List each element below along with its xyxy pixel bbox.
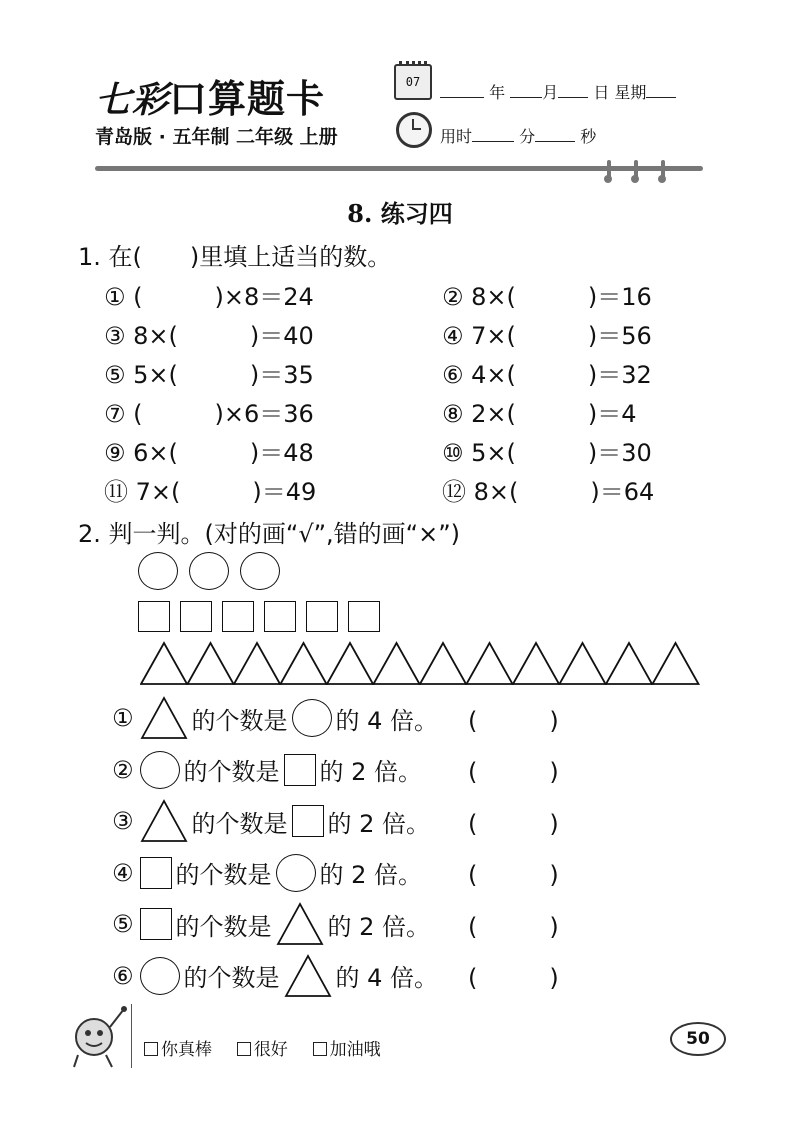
triangle-shape [141, 643, 187, 684]
circle-icon [276, 854, 316, 892]
time-line [440, 124, 596, 147]
answer-blank[interactable]: ( ) [468, 964, 559, 992]
edition-label: 青岛版 · 五年制 二年级 上册 [95, 126, 338, 148]
clock-icon [396, 112, 432, 148]
square-shape [222, 601, 254, 632]
statement-number: ② [112, 755, 134, 784]
statement-text: 的 2 倍。 [319, 758, 423, 786]
statement-text: 的个数是 [191, 706, 288, 735]
statement-text: 的 4 倍。 [335, 964, 439, 992]
brand-name: 口算题卡 [169, 76, 326, 121]
calendar-icon [394, 64, 432, 100]
statement-number: ③ [112, 807, 134, 835]
page-number: 50 [670, 1022, 726, 1056]
checkbox-icon[interactable] [237, 1042, 251, 1056]
date-month-label: 月 [542, 83, 559, 102]
triangle-shape [374, 643, 420, 684]
q1-item: ⑪ 7×( )＝49 [104, 478, 317, 506]
statement-text: 的个数是 [175, 912, 272, 941]
triangle-icon [140, 799, 188, 843]
q1-item: ⑩ 5×( )＝30 [442, 439, 652, 467]
divider-ornament [634, 160, 638, 180]
time-seconds-label: 秒 [580, 127, 597, 146]
question-1-prompt: 1. 在( )里填上适当的数。 [78, 243, 392, 271]
statement-number: ④ [112, 858, 134, 887]
answer-blank[interactable]: ( ) [468, 912, 559, 941]
triangle-shape [234, 643, 280, 684]
answer-blank[interactable]: ( ) [468, 706, 559, 735]
q1-item: ⑥ 4×( )＝32 [442, 361, 652, 389]
judgement-statement [112, 695, 559, 741]
triangle-shape [467, 643, 513, 684]
statement-text: 的个数是 [183, 964, 280, 992]
judgement-statement [112, 798, 559, 844]
date-weekday-label: 星期 [614, 83, 647, 102]
triangle-shape [606, 643, 652, 684]
time-minutes-label: 分 [519, 127, 536, 146]
square-shape [180, 601, 212, 632]
square-icon [284, 754, 316, 786]
q1-item: ⑨ 6×( )＝48 [104, 439, 314, 467]
rating-options [144, 1035, 381, 1060]
date-line [440, 80, 676, 103]
time-label: 用时 [440, 127, 473, 146]
statement-text: 的个数是 [191, 809, 288, 838]
square-icon [292, 805, 324, 837]
circle-icon [140, 957, 180, 995]
statement-text: 的个数是 [175, 861, 272, 889]
page-title: 8. 练习四 [347, 199, 453, 228]
date-day-label: 日 [593, 83, 610, 102]
circle-icon [292, 699, 332, 737]
date-year-label: 年 [489, 83, 506, 102]
triangle-icon [276, 902, 324, 946]
judgement-statement [112, 953, 559, 999]
divider-ornament [661, 160, 665, 180]
square-shape [306, 601, 338, 632]
question-2-prompt: 2. 判一判。(对的画“√”,错的画“×”) [78, 520, 461, 548]
answer-blank[interactable]: ( ) [468, 758, 559, 786]
triangle-shape [327, 643, 373, 684]
answer-blank[interactable]: ( ) [468, 809, 559, 838]
statement-text: 的 2 倍。 [327, 809, 431, 838]
square-shape [264, 601, 296, 632]
judgement-statement [112, 747, 559, 793]
judgement-statement [112, 901, 559, 947]
triangle-icon [140, 696, 188, 740]
statement-number: ⑥ [112, 961, 134, 990]
statement-text: 的 2 倍。 [327, 912, 431, 941]
square-icon [140, 908, 172, 940]
mascot-illustration [66, 1003, 132, 1069]
statement-text: 的 4 倍。 [335, 706, 439, 735]
q1-item: ⑤ 5×( )＝35 [104, 361, 314, 389]
q1-item: ② 8×( )＝16 [442, 283, 652, 311]
circle-icon [140, 751, 180, 789]
statement-number: ① [112, 704, 134, 732]
brand-title [95, 68, 325, 123]
checkbox-icon[interactable] [144, 1042, 158, 1056]
calendar-day: 07 [405, 75, 421, 89]
statement-text: 的个数是 [183, 758, 280, 786]
circle-shape [240, 552, 280, 590]
answer-blank[interactable]: ( ) [468, 861, 559, 889]
q1-item: ④ 7×( )＝56 [442, 322, 652, 350]
triangle-shape [420, 643, 466, 684]
circle-shape [138, 552, 178, 590]
brand-logo: 七彩 [95, 79, 170, 121]
rating-option[interactable]: 你真棒 [144, 1040, 212, 1060]
triangle-shape [513, 643, 559, 684]
q1-item: ③ 8×( )＝40 [104, 322, 314, 350]
square-shape [348, 601, 380, 632]
q1-item: ⑦ ( )×6＝36 [104, 400, 314, 428]
q1-item: ⑫ 8×( )＝64 [442, 478, 655, 506]
statement-number: ⑤ [112, 910, 134, 938]
divider-ornament [607, 160, 611, 180]
judgement-statement [112, 850, 559, 896]
triangle-icon [284, 954, 332, 998]
square-shape [138, 601, 170, 632]
rating-option[interactable]: 很好 [237, 1040, 288, 1060]
q1-item: ⑧ 2×( )＝4 [442, 400, 637, 428]
triangle-shape [560, 643, 606, 684]
rating-option[interactable]: 加油哦 [313, 1040, 381, 1060]
header-divider [95, 166, 703, 171]
triangle-shape [281, 643, 327, 684]
q1-item: ① ( )×8＝24 [104, 283, 314, 311]
triangle-shape [188, 643, 234, 684]
circle-shape [189, 552, 229, 590]
footer-divider [131, 1004, 132, 1068]
triangle-shape [653, 643, 699, 684]
triangle-row [140, 641, 702, 685]
checkbox-icon[interactable] [313, 1042, 327, 1056]
statement-text: 的 2 倍。 [319, 861, 423, 889]
square-icon [140, 857, 172, 889]
